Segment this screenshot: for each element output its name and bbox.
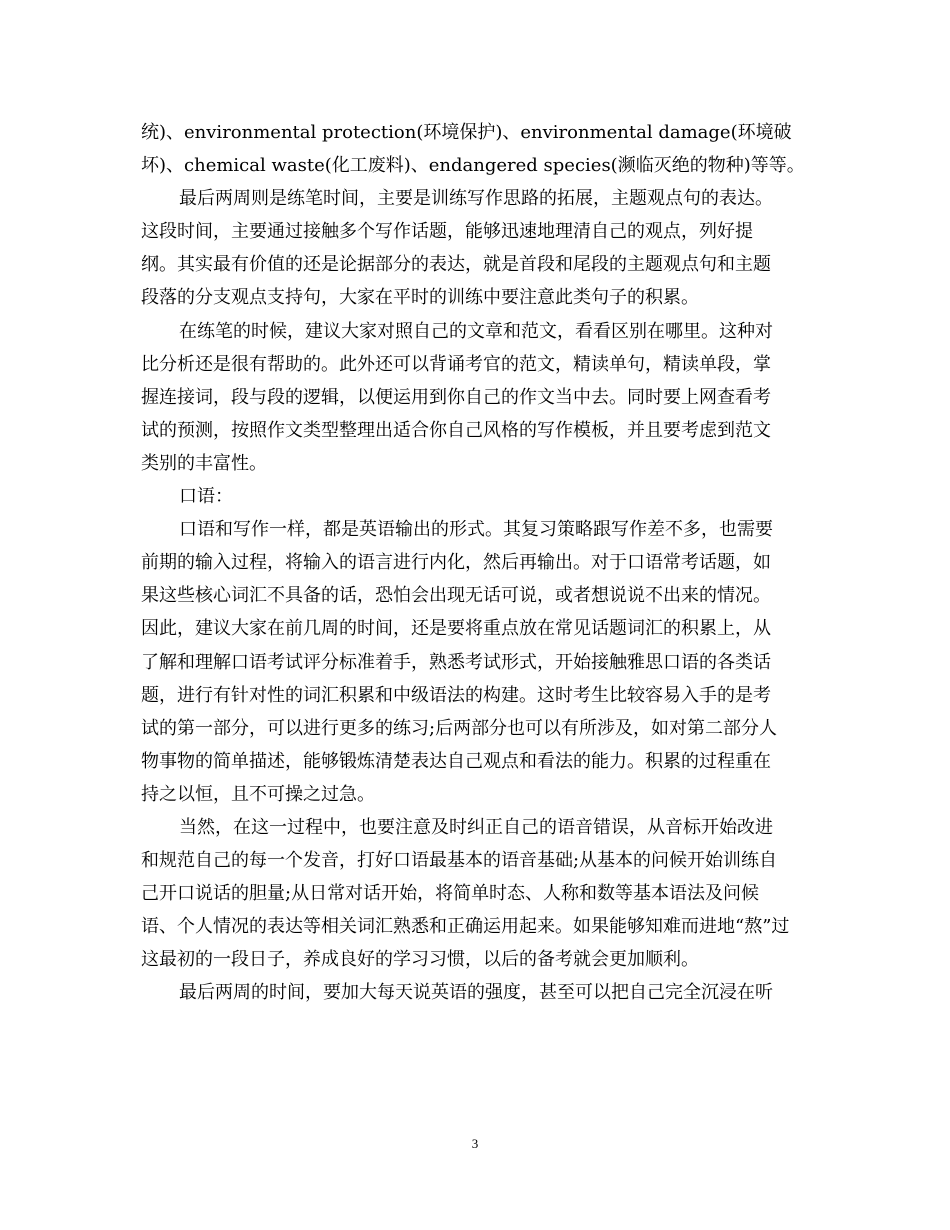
text-line: 段落的分支观点支持句，大家在平时的训练中要注意此类句子的积累。: [141, 287, 699, 309]
text-line: 试的第一部分，可以进行更多的练习;后两部分也可以有所涉及，如对第二部分人: [141, 717, 778, 739]
text-line: 这段时间，主要通过接触多个写作话题，能够迅速地理清自己的观点，列好提: [141, 221, 753, 243]
text-line: 题，进行有针对性的词汇积累和中级语法的构建。这时考生比较容易入手的是考: [141, 684, 771, 706]
text-line: 坏)、chemical waste(化工废料)、endangered species(濒临灭绝的物种)等等。: [141, 155, 805, 177]
text-line: 因此，建议大家在前几周的时间，还是要将重点放在常见话题词汇的积累上，从: [141, 618, 771, 640]
text-line: 前期的输入过程，将输入的语言进行内化，然后再输出。对于口语常考话题，如: [141, 552, 771, 574]
text-line: 当然，在这一过程中，也要注意及时纠正自己的语音错误，从音标开始改进: [179, 816, 773, 838]
text-line: 物事物的简单描述，能够锻炼清楚表达自己观点和看法的能力。积累的过程重在: [141, 750, 771, 772]
text-line: 和规范自己的每一个发音，打好口语最基本的语音基础;从基本的问候开始训练自: [141, 850, 778, 872]
text-line: 果这些核心词汇不具备的话，恐怕会出现无话可说，或者想说说不出来的情况。: [141, 585, 771, 607]
text-line: 这最初的一段日子，养成良好的学习习惯，以后的备考就会更加顺利。: [141, 949, 699, 971]
document-body: [141, 116, 811, 1010]
text-line: 比分析还是很有帮助的。此外还可以背诵考官的范文，精读单句，精读单段，掌: [141, 353, 771, 375]
text-line: 持之以恒，且不可操之过急。: [141, 783, 375, 805]
text-line: 握连接词，段与段的逻辑，以便运用到你自己的作文当中去。同时要上网查看考: [141, 386, 771, 408]
text-line: 类别的丰富性。: [141, 452, 267, 474]
text-line: 最后两周则是练笔时间，主要是训练写作思路的拓展，主题观点句的表达。: [179, 188, 773, 210]
text-line: 了解和理解口语考试评分标准着手，熟悉考试形式，开始接触雅思口语的各类话: [141, 651, 771, 673]
text-line: 在练笔的时候，建议大家对照自己的文章和范文，看看区别在哪里。这种对: [179, 320, 773, 342]
text-line: 最后两周的时间，要加大每天说英语的强度，甚至可以把自己完全沉浸在听: [179, 982, 773, 1004]
text-line: 纲。其实最有价值的还是论据部分的表达，就是首段和尾段的主题观点句和主题: [141, 254, 771, 276]
text-line: 己开口说话的胆量;从日常对话开始，将简单时态、人称和数等基本语法及问候: [141, 883, 760, 905]
text-line: 口语：: [179, 486, 233, 508]
text-line: 统)、environmental protection(环境保护)、environmental damage(环境破: [141, 122, 792, 143]
page-number: 3: [471, 1136, 479, 1151]
text-line: 语、个人情况的表达等相关词汇熟悉和正确运用起来。如果能够知难而进地“熬”过: [141, 916, 790, 938]
text-line: 试的预测，按照作文类型整理出适合你自己风格的写作模板，并且要考虑到范文: [141, 419, 771, 441]
text-line: 口语和写作一样，都是英语输出的形式。其复习策略跟写作差不多，也需要: [179, 519, 773, 541]
